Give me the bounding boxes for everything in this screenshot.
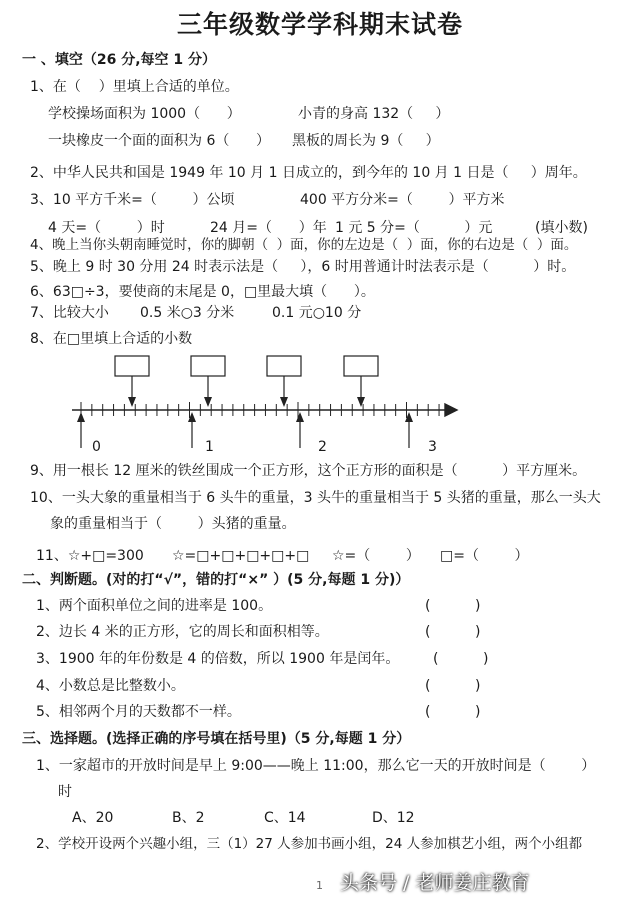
question-6: 6、63□÷3，要使商的末尾是 0，□里最大填（ ）。: [30, 284, 375, 300]
section-choice-heading: 三、选择题。(选择正确的序号填在括号里)（5 分,每题 1 分）: [22, 731, 411, 747]
choice-1-line2: 时: [58, 784, 72, 800]
question-11d: □=（ ）: [440, 548, 529, 564]
question-7b: 0.5 米○3 分米: [140, 305, 235, 321]
choice-1-option-c: C、14: [264, 810, 306, 826]
page-number: 1: [316, 879, 323, 892]
choice-1-line1: 1、一家超市的开放时间是早上 9:00——晚上 11:00，那么它一天的开放时间是（ ）: [36, 758, 596, 774]
question-3f: (填小数): [535, 220, 588, 236]
judge-4: 4、小数总是比整数小。: [36, 678, 185, 694]
number-line-label: 2: [318, 439, 327, 455]
section-judge-heading: 二、判断题。(对的打“√”，错的打“×” ）(5 分,每题 1 分)）: [22, 572, 410, 588]
question-1a: 学校操场面积为 1000（ ）: [48, 106, 241, 122]
choice-1-option-d: D、12: [372, 810, 415, 826]
question-3c: 4 天=（ ）时: [48, 220, 165, 236]
choice-1-option-b: B、2: [172, 810, 205, 826]
answer-box: [344, 356, 378, 376]
question-8: 8、在□里填上合适的小数: [30, 331, 193, 347]
question-5: 5、晚上 9 时 30 分用 24 时表示法是（ ），6 时用普通计时法表示是（ ）时。: [30, 259, 576, 275]
watermark: 头条号 / 老师姜庄教育: [340, 872, 530, 894]
axis-arrowhead: [445, 404, 457, 416]
number-line-label: 3: [428, 439, 437, 455]
question-7c: 0.1 元○10 分: [272, 305, 362, 321]
question-1b: 小青的身高 132（ ）: [298, 106, 450, 122]
question-1c: 一块橡皮一个面的面积为 6（ ）: [48, 133, 271, 149]
judge-1: 1、两个面积单位之间的进率是 100。: [36, 598, 273, 614]
judge-3: 3、1900 年的年份数是 4 的倍数，所以 1900 年是闰年。: [36, 651, 400, 667]
judge-2: 2、边长 4 米的正方形，它的周长和面积相等。: [36, 624, 329, 640]
choice-2: 2、学校开设两个兴趣小组，三（1）27 人参加书画小组，24 人参加棋艺小组，两个小组都: [36, 836, 583, 852]
number-line: [0, 340, 640, 460]
question-3b: 400 平方分米=（ ）平方米: [300, 192, 505, 208]
answer-box: [267, 356, 301, 376]
question-11b: ☆=□+□+□+□+□: [172, 548, 310, 564]
question-7-label: 7、比较大小: [30, 305, 109, 321]
section-fill-heading: 一 、填空（26 分,每空 1 分）: [22, 52, 217, 68]
question-11c: ☆=（ ）: [332, 548, 420, 564]
judge-3-paren: ( ): [433, 651, 489, 667]
judge-2-paren: ( ): [425, 624, 481, 640]
question-10-line1: 10、一头大象的重量相当于 6 头牛的重量，3 头牛的重量相当于 5 头猪的重量，那么一头大: [30, 490, 601, 506]
number-line-label: 1: [205, 439, 214, 455]
choice-1-option-a: A、20: [72, 810, 114, 826]
down-arrowhead: [357, 397, 365, 407]
judge-4-paren: ( ): [425, 678, 481, 694]
question-3e: 1 元 5 分=（ ）元: [335, 220, 493, 236]
question-1: 1、在（ ）里填上合适的单位。: [30, 79, 239, 95]
question-1d: 黑板的周长为 9（ ）: [292, 133, 440, 149]
answer-box: [191, 356, 225, 376]
number-line-label: 0: [92, 439, 101, 455]
question-10-line2: 象的重量相当于（ ）头猪的重量。: [50, 516, 296, 532]
answer-box: [115, 356, 149, 376]
judge-5-paren: ( ): [425, 704, 481, 720]
question-4: 4、晚上当你头朝南睡觉时，你的脚朝（ ）面，你的左边是（ ）面，你的右边是（ ）面。: [30, 237, 578, 253]
question-2: 2、中华人民共和国是 1949 年 10 月 1 日成立的，到今年的 10 月 1 日是（ ）周年。: [30, 165, 587, 181]
up-arrowhead: [296, 412, 304, 422]
judge-5: 5、相邻两个月的天数都不一样。: [36, 704, 241, 720]
question-9: 9、用一根长 12 厘米的铁丝围成一个正方形，这个正方形的面积是（ ）平方厘米。: [30, 463, 587, 479]
question-3a: 3、10 平方千米=（ ）公顷: [30, 192, 235, 208]
question-11a: 11、☆+□=300: [36, 548, 144, 564]
question-3d: 24 月=（ ）年: [210, 220, 327, 236]
up-arrowhead: [77, 412, 85, 422]
judge-1-paren: ( ): [425, 598, 481, 614]
page-title: 三年级数学学科期末试卷: [176, 10, 463, 39]
